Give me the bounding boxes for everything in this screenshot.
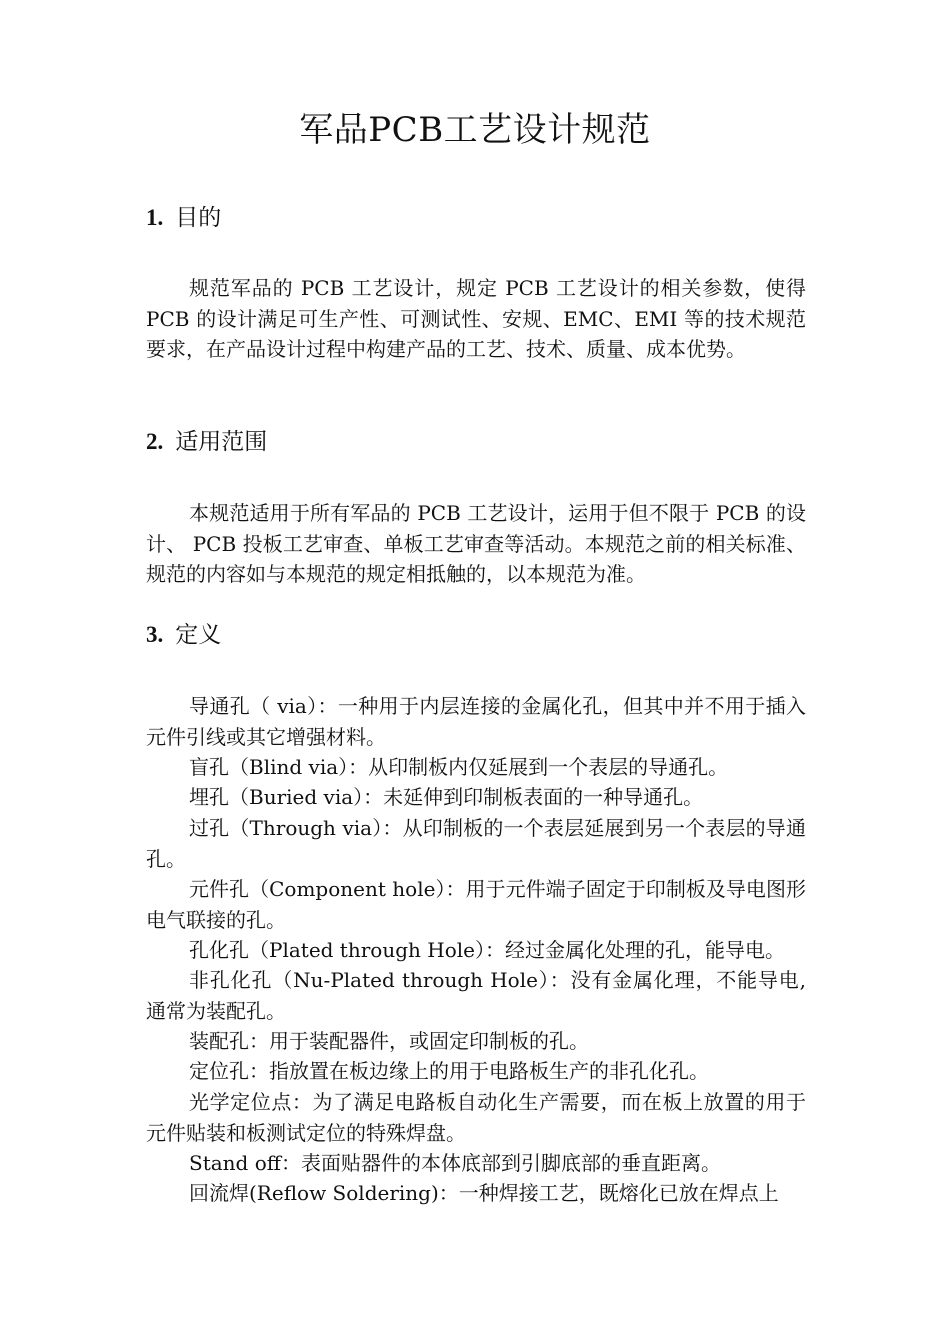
- document-title: 军品PCB工艺设计规范: [299, 110, 651, 150]
- section-paragraph-purpose: 规范军品的 PCB 工艺设计，规定 PCB 工艺设计的相关参数，使得 PCB 的设计满足可生产性、可测试性、安规、EMC、EMI 等的技术规范要求，在产品设计过程中构建产品的工艺、技术、质量、成本优势。: [146, 276, 806, 361]
- section-number: 3.: [146, 622, 164, 647]
- section-paragraph-scope: 本规范适用于所有军品的 PCB 工艺设计，运用于但不限于 PCB 的设计、 PCB 投板工艺审查、单板工艺审查等活动。本规范之前的相关标准、规范的内容如与本规范的规定相抵触的，以本规范为准。: [146, 501, 806, 586]
- definition-blind-via: 盲孔（Blind via）：从印制板内仅延展到一个表层的导通孔。: [189, 755, 729, 779]
- definition-through-via: 过孔（Through via）：从印制板的一个表层延展到另一个表层的导通孔。: [146, 816, 806, 871]
- section-number: 2.: [146, 429, 164, 454]
- section-title: 适用范围: [175, 429, 268, 455]
- definition-reflow-soldering: 回流焊(Reflow Soldering)：一种焊接工艺，既熔化已放在焊点上: [189, 1181, 779, 1205]
- section-title: 目的: [175, 205, 222, 231]
- section-heading-definitions: [146, 620, 221, 650]
- definition-fiducial: 光学定位点：为了满足电路板自动化生产需要，而在板上放置的用于元件贴装和板测试定位的特殊焊盘。: [146, 1090, 806, 1145]
- definition-plated-hole: 孔化孔（Plated through Hole）：经过金属化处理的孔，能导电。: [189, 938, 785, 962]
- definition-via: 导通孔（ via）：一种用于内层连接的金属化孔，但其中并不用于插入元件引线或其它增强材料。: [146, 694, 806, 749]
- definition-stand-off: Stand off：表面贴器件的本体底部到引脚底部的垂直距离。: [189, 1151, 721, 1175]
- definition-locating-hole: 定位孔：指放置在板边缘上的用于电路板生产的非孔化孔。: [189, 1059, 709, 1083]
- definition-assembly-hole: 装配孔：用于装配器件，或固定印制板的孔。: [189, 1029, 589, 1053]
- section-title: 定义: [175, 622, 222, 648]
- definition-non-plated-hole: 非孔化孔（Nu-Plated through Hole）：没有金属化理，不能导电,通常为装配孔。: [146, 968, 806, 1023]
- definition-buried-via: 埋孔（Buried via）：未延伸到印制板表面的一种导通孔。: [189, 785, 704, 809]
- section-number: 1.: [146, 205, 164, 230]
- definition-component-hole: 元件孔（Component hole）：用于元件端子固定于印制板及导电图形电气联接的孔。: [146, 877, 806, 932]
- section-heading-purpose: [146, 203, 221, 233]
- section-heading-scope: [146, 427, 267, 457]
